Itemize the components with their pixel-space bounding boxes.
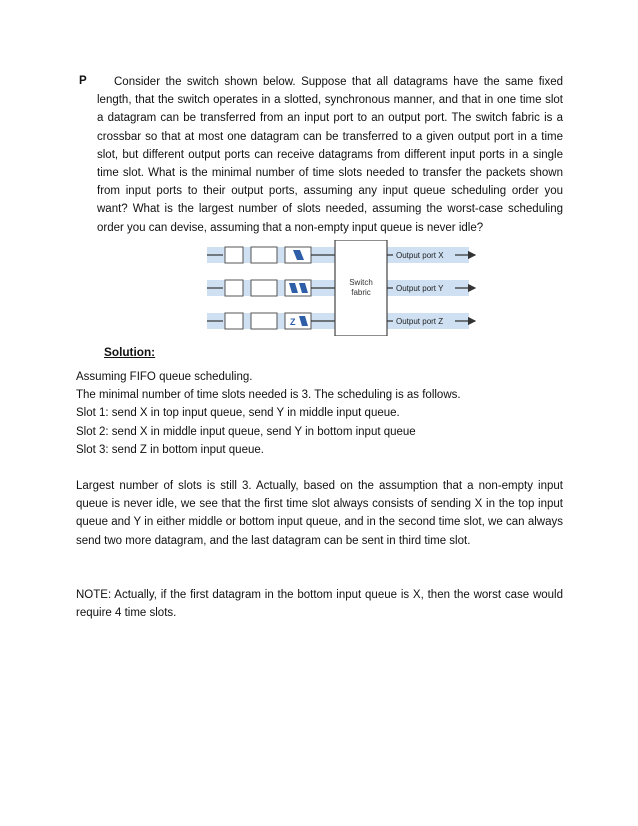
output-port-x-label: Output port X [396, 251, 444, 260]
output-port-y-label: Output port Y [396, 284, 444, 293]
solution-line: Slot 3: send Z in bottom input queue. [76, 443, 264, 456]
queue-slot [251, 313, 277, 329]
datagram-z-label: Z [290, 317, 296, 327]
output-port-z-label: Output port Z [396, 317, 444, 326]
queue-slot [225, 247, 243, 263]
fabric-label-line1: Switch [349, 278, 373, 287]
problem-text: Consider the switch shown below. Suppose that all datagrams have the same fixed length, that the switch operates in a slotted, synchronous manner, and that in one time slot a datagram can be transferred from an input port to an output port. The switch fabric is a crossbar so that at most one datagram can be transferred to a given output port in a time slot, but different output ports can receive datagrams from different input ports in a single time slot. What is the minimal number of time slots needed to transfer the packets shown from input ports to their output ports, assuming any input queue scheduling order you want? What is the largest number of slots needed, assuming the worst-case scheduling order you can devise, assuming that a non-empty input queue is never idle? [97, 76, 563, 234]
largest-slots-paragraph: Largest number of slots is still 3. Actually, based on the assumption that a non-empty input queue is never idle, we see that the first time slot always consists of sending X in the top input queue and Y in either middle or bottom input queue, and in the second time slot, we can always send two more datagram, and the last datagram can be sent in third time slot. [76, 480, 563, 547]
queue-slot [285, 280, 311, 296]
solution-line: The minimal number of time slots needed is 3. The scheduling is as follows. [76, 389, 461, 402]
solution-line: Slot 1: send X in top input queue, send Y in middle input queue. [76, 407, 400, 420]
solution-heading: Solution: [104, 345, 156, 359]
solution-line: Slot 2: send X in middle input queue, send Y in bottom input queue [76, 425, 416, 438]
solution-body [76, 368, 563, 622]
queue-slot [251, 280, 277, 296]
queue-slot [225, 280, 243, 296]
switch-diagram [205, 240, 480, 336]
problem-label: P [79, 75, 87, 87]
fabric-label-line2: fabric [351, 288, 371, 297]
solution-line: Assuming FIFO queue scheduling. [76, 371, 253, 383]
note-paragraph: NOTE: Actually, if the first datagram in the bottom input queue is X, then the worst case would require 4 time slots. [76, 588, 563, 620]
queue-slot [285, 313, 311, 329]
queue-slot [225, 313, 243, 329]
queue-slot [251, 247, 277, 263]
